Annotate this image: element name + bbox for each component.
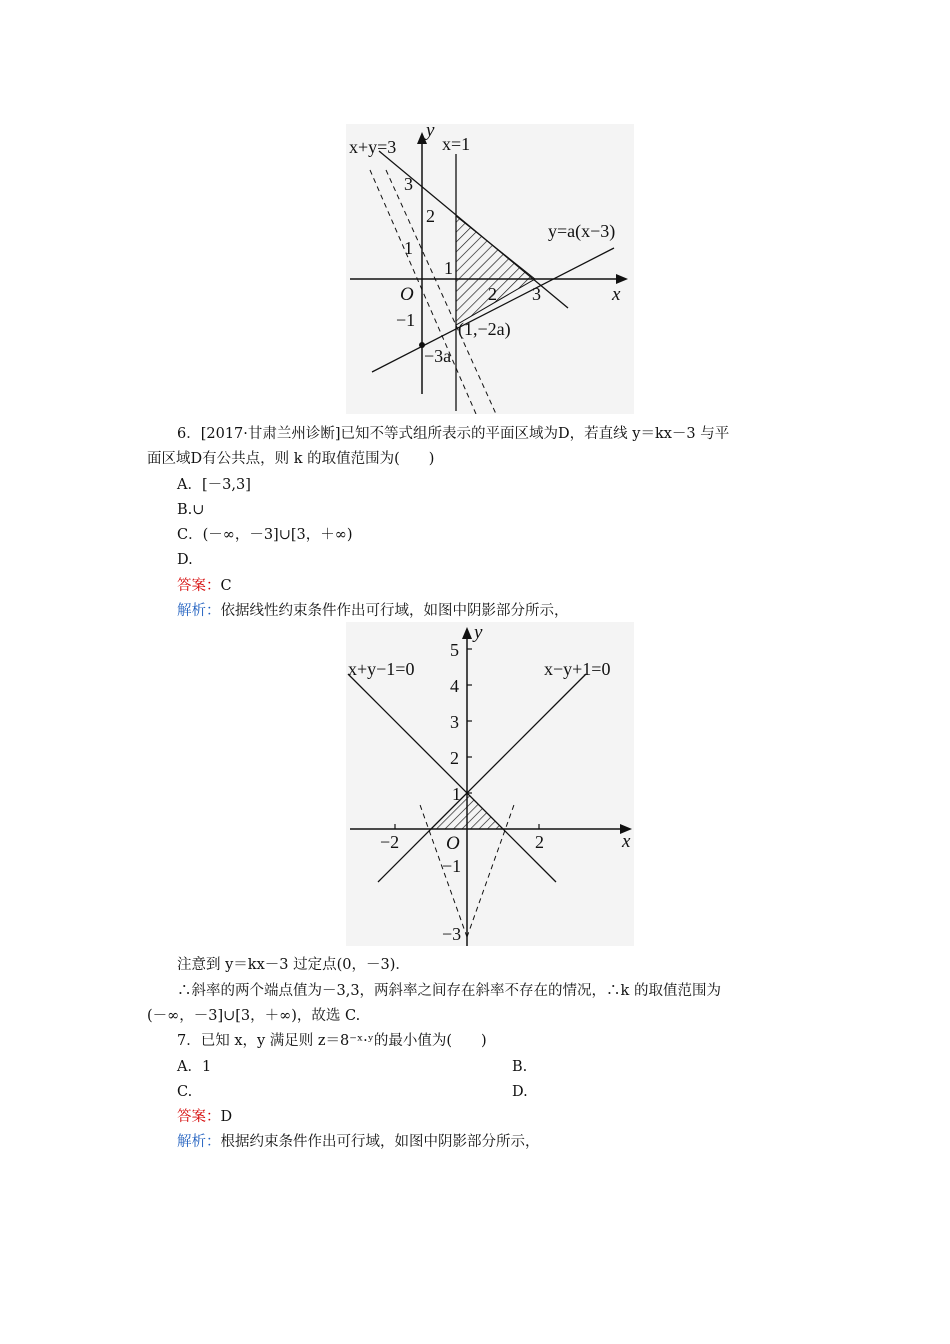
q6-stem-line-2: 面区域D有公共点，则 k 的取值范围为( ) bbox=[147, 451, 435, 467]
q6-answer-value: C bbox=[220, 578, 232, 594]
label-x-equals-1: x=1 bbox=[442, 134, 471, 154]
figure-1 bbox=[346, 124, 634, 414]
q7-stem: 7．已知 x，y 满足则 z＝8⁻ˣ·ʸ的最小值为( ) bbox=[177, 1033, 487, 1049]
q6-option-c: C．(－∞，－3]∪[3，＋∞) bbox=[177, 527, 353, 543]
label-x-minus-y-plus-1: x−y+1=0 bbox=[544, 659, 611, 679]
x-tick-3: 3 bbox=[532, 284, 541, 304]
y-axis-label: y bbox=[426, 124, 435, 141]
q7-answer-label: 答案： bbox=[177, 1109, 221, 1125]
q6-option-a: A．[－3,3] bbox=[177, 477, 251, 493]
label-neg-3a: −3a bbox=[424, 346, 452, 366]
figure-2 bbox=[346, 622, 634, 946]
y-tick-neg-1: −1 bbox=[396, 310, 416, 330]
y-axis-arrow bbox=[462, 627, 472, 639]
q6-stem-line-1: 6．[2017·甘肃兰州诊断]已知不等式组所表示的平面区域为D，若直线 y＝kx－3 与平 bbox=[177, 426, 730, 442]
q6-option-b: B.∪ bbox=[177, 502, 205, 518]
q7-option-a: A．1 bbox=[177, 1059, 212, 1075]
q6-analysis-text: 依据线性约束条件作出可行域，如图中阴影部分所示， bbox=[220, 603, 569, 619]
y-tick-4: 4 bbox=[450, 676, 459, 696]
x-tick-neg-2: −2 bbox=[380, 832, 400, 852]
label-point-1-neg-2a: (1,−2a) bbox=[458, 319, 511, 339]
q7-option-b: B. bbox=[512, 1059, 528, 1075]
y-tick-5: 5 bbox=[450, 640, 459, 660]
q6-option-d: D. bbox=[177, 552, 193, 568]
label-x-plus-y-minus-1: x+y−1=0 bbox=[348, 659, 415, 679]
x-tick-2: 2 bbox=[488, 284, 497, 304]
y-tick-2: 2 bbox=[426, 206, 435, 226]
y-tick-1: 1 bbox=[452, 784, 461, 804]
origin-label: O bbox=[446, 833, 460, 854]
q6-note-1: 注意到 y＝kx－3 过定点(0，－3)． bbox=[177, 957, 410, 973]
q7-option-c: C. bbox=[177, 1084, 193, 1100]
figure-2-svg bbox=[346, 622, 634, 946]
q7-answer-value: D bbox=[220, 1109, 233, 1125]
q7-option-d: D. bbox=[512, 1084, 528, 1100]
label-x-plus-y-3: x+y=3 bbox=[349, 137, 397, 157]
y-tick-neg-1: −1 bbox=[442, 856, 462, 876]
x-tick-2: 2 bbox=[535, 832, 544, 852]
q7-analysis bbox=[177, 1132, 540, 1152]
y-tick-1: 1 bbox=[404, 238, 413, 258]
x-axis-label: x bbox=[612, 284, 621, 305]
x-axis-label: x bbox=[622, 831, 631, 852]
y-axis-label: y bbox=[474, 622, 483, 643]
label-y-a-x-3: y=a(x−3) bbox=[548, 221, 616, 241]
x-tick-1: 1 bbox=[444, 258, 453, 278]
origin-label: O bbox=[400, 284, 414, 305]
y-tick-3: 3 bbox=[404, 174, 413, 194]
q7-analysis-text: 根据约束条件作出可行域，如图中阴影部分所示， bbox=[220, 1134, 540, 1150]
figure-1-svg bbox=[346, 124, 634, 414]
q6-analysis bbox=[177, 601, 569, 621]
q7-analysis-label: 解析： bbox=[177, 1134, 221, 1150]
q6-answer bbox=[177, 576, 232, 596]
y-tick-3: 3 bbox=[450, 712, 459, 732]
q6-analysis-label: 解析： bbox=[177, 603, 221, 619]
y-tick-2: 2 bbox=[450, 748, 459, 768]
q6-note-2: ∴斜率的两个端点值为－3,3，两斜率之间存在斜率不存在的情况，∴k 的取值范围为 bbox=[177, 983, 721, 999]
x-axis-arrow bbox=[616, 274, 628, 284]
q7-answer bbox=[177, 1107, 232, 1127]
q6-note-3: (－∞，－3]∪[3，＋∞)，故选 C. bbox=[147, 1008, 361, 1024]
q6-answer-label: 答案： bbox=[177, 578, 221, 594]
line-x-minus-y-plus-1 bbox=[378, 674, 586, 882]
y-tick-neg-3: −3 bbox=[442, 924, 462, 944]
